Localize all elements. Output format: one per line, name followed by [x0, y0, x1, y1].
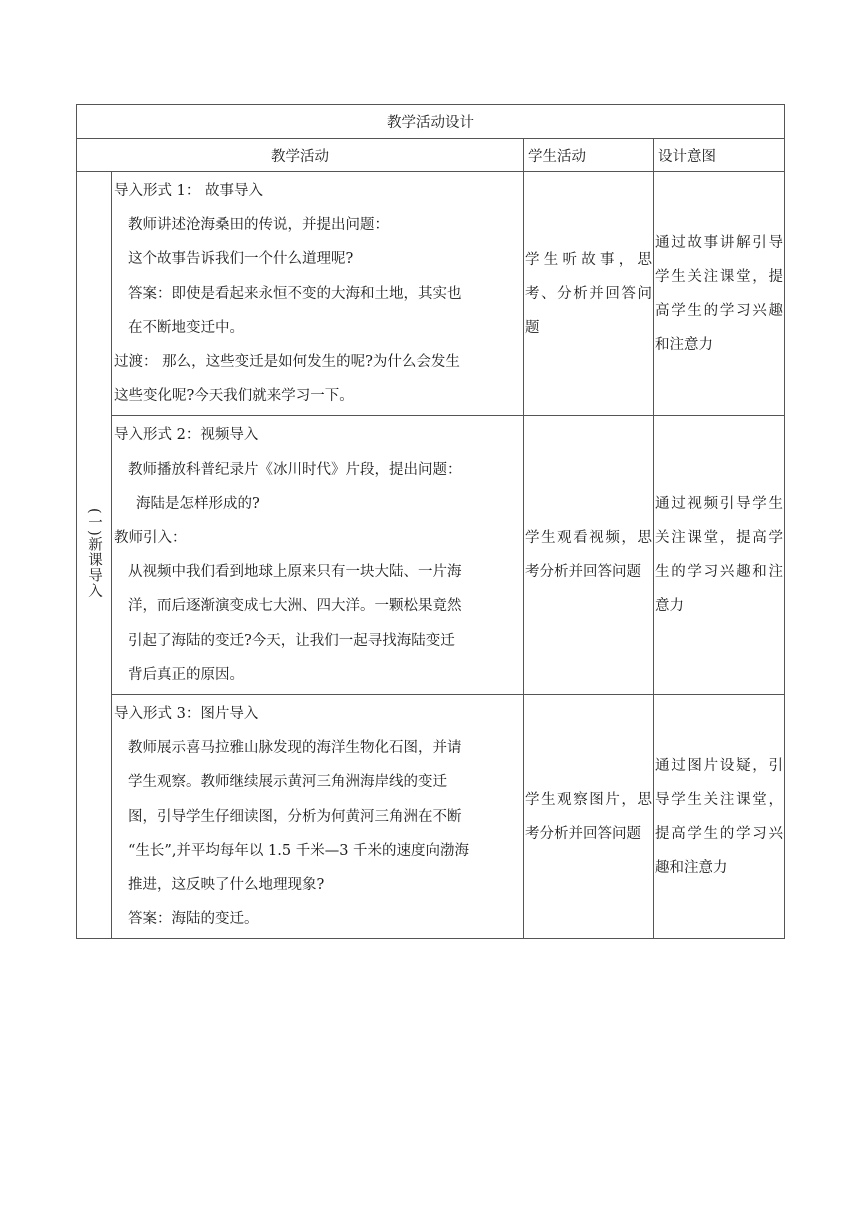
activity-line: 推进，这反映了什么地理现象? — [128, 877, 325, 894]
activity-line: 海陆是怎样形成的? — [136, 495, 260, 512]
activity-line: 在不断地变迁中。 — [128, 319, 244, 336]
header-activity: 教学活动 — [77, 139, 524, 172]
activity-line: 背后真正的原因。 — [128, 666, 244, 683]
header-student: 学生活动 — [524, 139, 654, 172]
design-intent-text: 通过视频引导学生关注课堂，提高学生的学习兴趣和注意力 — [655, 496, 783, 615]
student-activity-text: 学生听故事，思考、分析并回答问题 — [525, 251, 652, 336]
activity-line: 教师展示喜马拉雅山脉发现的海洋生物化石图，并请 — [128, 740, 462, 757]
design-intent-cell — [654, 172, 785, 416]
activity-line: 学生观察。教师继续展示黄河三角洲海岸线的变迁 — [128, 774, 447, 791]
design-intent-text: 通过故事讲解引导学生关注课堂，提高学生的学习兴趣和注意力 — [655, 234, 783, 353]
activity-cell — [112, 695, 524, 939]
header-row — [77, 139, 785, 172]
student-activity-text: 学生观察图片，思考分析并回答问题 — [525, 791, 652, 842]
activity-line: “生长”,并平均每年以 1.5 千米—3 千米的速度向渤海 — [128, 842, 470, 859]
student-activity-cell — [524, 695, 654, 939]
activity-line: 图，引导学生仔细读图，分析为何黄河三角洲在不断 — [128, 808, 462, 825]
design-intent-cell — [654, 695, 785, 939]
section-label: (一)新课导入 — [86, 507, 102, 599]
design-intent-cell — [654, 416, 785, 695]
activity-line: 教师引入： — [114, 530, 187, 547]
activity-line: 从视频中我们看到地球上原来只有一块大陆、一片海 — [128, 564, 462, 581]
activity-line: 导入形式 2：视频导入 — [114, 427, 259, 444]
activity-line: 教师播放科普纪录片《冰川时代》片段，提出问题： — [128, 461, 462, 478]
student-activity-cell — [524, 172, 654, 416]
activity-line: 答案：海陆的变迁。 — [128, 911, 259, 928]
activity-line: 这些变化呢?今天我们就来学习一下。 — [114, 388, 354, 405]
lesson-plan-table — [76, 104, 785, 939]
activity-line: 导入形式 3：图片导入 — [114, 706, 259, 723]
activity-line: 引起了海陆的变迁?今天，让我们一起寻找海陆变迁 — [128, 632, 455, 649]
activity-line: 导入形式 1： 故事导入 — [114, 183, 263, 199]
activity-line: 答案：即使是看起来永恒不变的大海和土地，其实也 — [128, 285, 462, 302]
activity-cell — [112, 172, 524, 416]
design-intent-text: 通过图片设疑，引导学生关注课堂，提高学生的学习兴趣和注意力 — [655, 757, 783, 876]
header-intent: 设计意图 — [654, 139, 785, 172]
table-row — [77, 695, 785, 939]
activity-line: 过渡： 那么，这些变迁是如何发生的呢?为什么会发生 — [114, 354, 460, 371]
table-row — [77, 416, 785, 695]
activity-line: 教师讲述沧海桑田的传说，并提出问题： — [128, 217, 389, 234]
activity-line: 洋，而后逐渐演变成七大洲、四大洋。一颗松果竟然 — [128, 598, 462, 615]
activity-cell — [112, 416, 524, 695]
table-row — [77, 172, 785, 416]
student-activity-text: 学生观看视频，思考分析并回答问题 — [525, 530, 652, 581]
table-title: 教学活动设计 — [77, 105, 785, 139]
activity-line: 这个故事告诉我们一个什么道理呢? — [128, 251, 354, 268]
student-activity-cell — [524, 416, 654, 695]
section-label-cell — [77, 172, 112, 939]
